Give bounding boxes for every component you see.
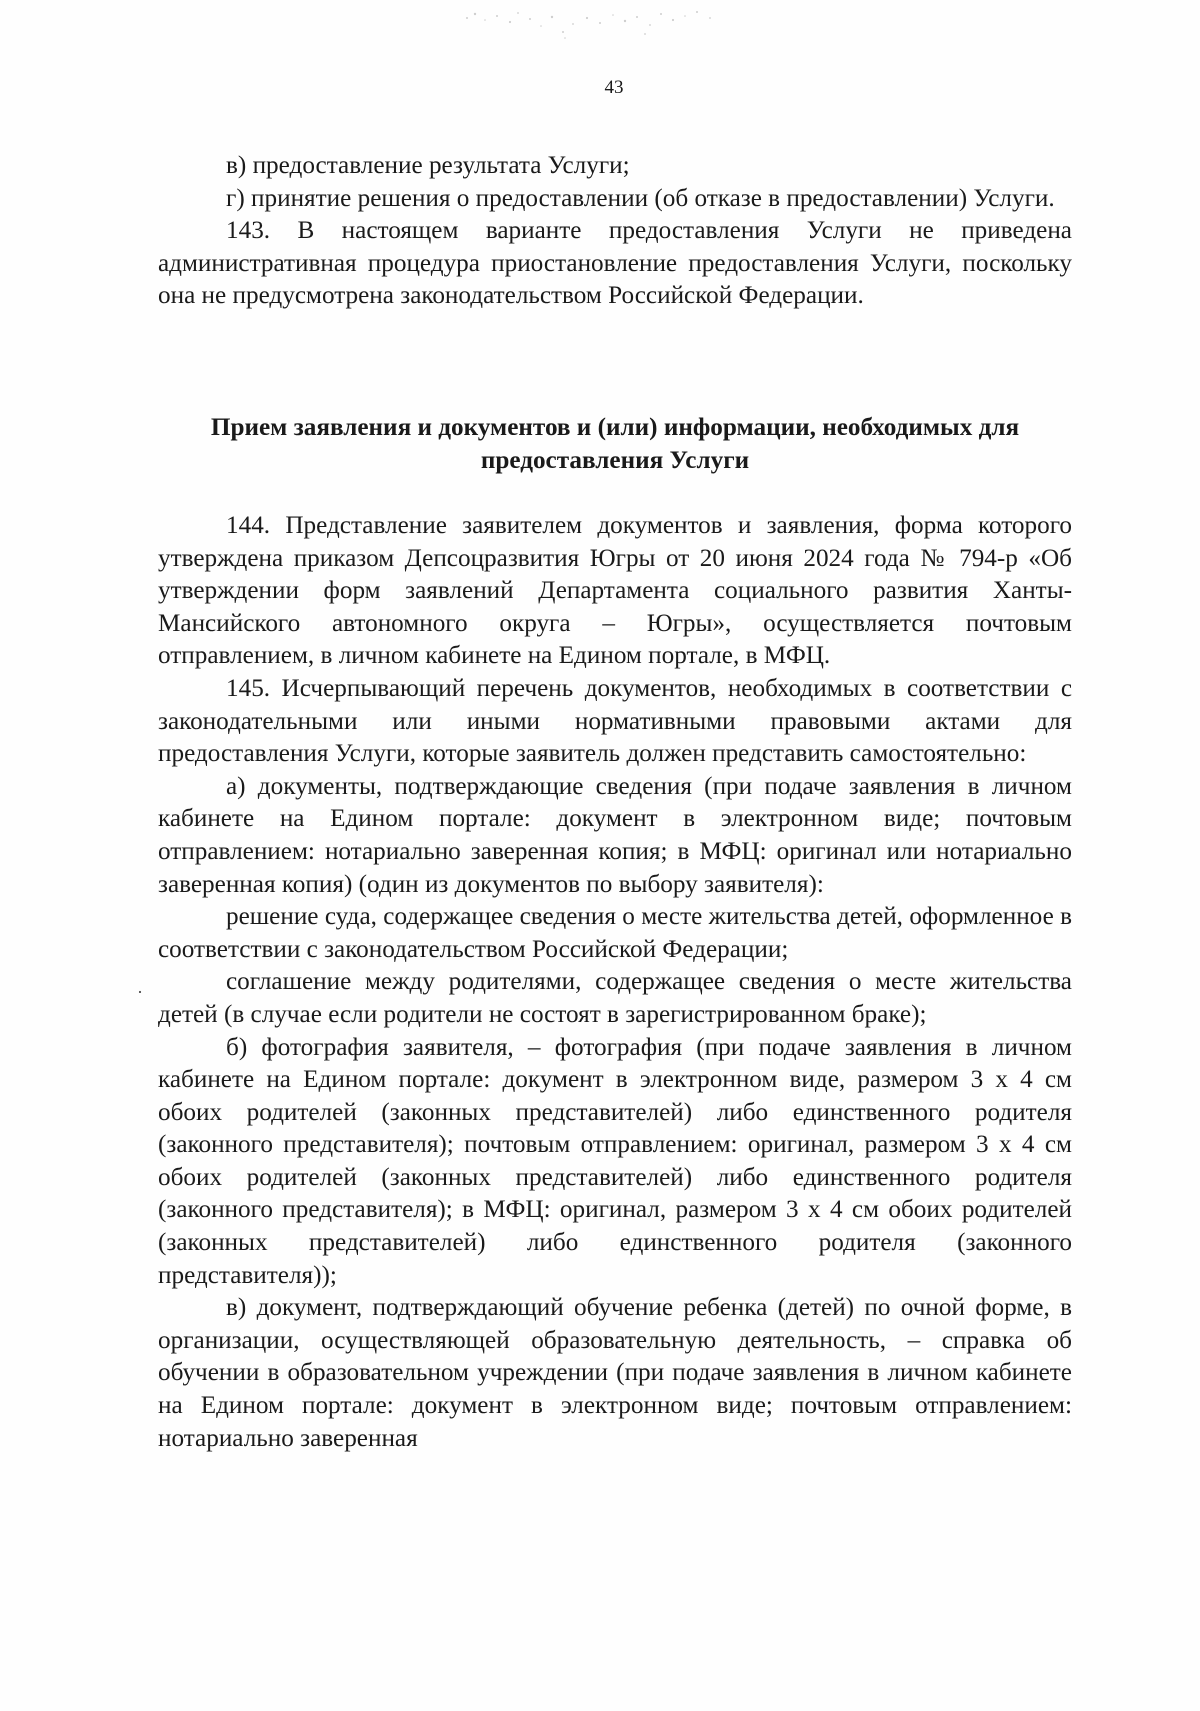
section-heading: Прием заявления и документов и (или) информации, необходимых для предоставления Услуги <box>210 414 1020 474</box>
paragraph-145: 145. Исчерпывающий перечень документов, необходимых в соответствии с законодательными или иными нормативными правовыми актами для предоставления Услуги, которые заявитель должен представить самостоятельно: <box>158 674 1072 768</box>
paragraph-court-decision: решение суда, содержащее сведения о месте жительства детей, оформленное в соответствии с законодательством Российской Федерации; <box>158 903 1072 963</box>
paragraph-143: 143. В настоящем варианте предоставления Услуги не приведена административная процедура приостановление предоставления Услуги, поскольку она не предусмотрена законодательством Российской Федерации. <box>158 217 1072 310</box>
paragraph: г) принятие решения о предоставлении (об отказе в предоставлении) Услуги. <box>226 184 1055 212</box>
paragraph: в) предоставление результата Услуги; <box>226 152 630 179</box>
paragraph-parents-agreement: соглашение между родителями, содержащее сведения о месте жительства детей (в случае если родители не состоят в зарегистрированном браке); <box>158 968 1072 1028</box>
paragraph-item-v: в) документ, подтверждающий обучение ребенка (детей) по очной форме, в организации, осуществляющей образовательную деятельность, – справка об обучении в образовательном учреждении (при подаче заявления в личном кабинете на Едином портале: документ в электронном виде; почтовым отправлением: нотариально заверенная <box>158 1294 1072 1452</box>
paragraph-item-a: а) документы, подтверждающие сведения (при подаче заявления в личном кабинете на Едином портале: документ в электронном виде; почтовым отправлением: нотариально заверенная копия; в МФЦ: оригинал или нотариально заверенная копия) (один из документов по выбору заявителя): <box>158 772 1072 898</box>
main-text-block <box>158 510 1072 1455</box>
paragraph-144: 144. Представление заявителем документов и заявления, форма которого утверждена приказом Депсоцразвития Югры от 20 июня 2024 года № 794-р «Об утверждении форм заявлений Департамента социального развития Ханты-Мансийского автономного округа – Югры», осуществляется почтовым отправлением, в личном кабинете на Едином портале, в МФЦ. <box>158 512 1072 670</box>
page-number: 43 <box>604 77 624 98</box>
paragraph-item-b: б) фотография заявителя, – фотография (при подаче заявления в личном кабинете на Едином портале: документ в электронном виде, размером 3 х 4 см обоих родителей (законных представителей) либо единственного родителя (законного представителя); почтовым отправлением: оригинал, размером 3 х 4 см обоих родителей (законных представителей) либо единственного родителя (законного представителя); в МФЦ: оригинал, размером 3 х 4 см обоих родителей (законных представителей) либо единственного родителя (законного представителя)); <box>158 1033 1072 1289</box>
top-text-block <box>158 150 1072 313</box>
scan-artifact <box>455 4 735 44</box>
margin-mark: · <box>137 982 143 1002</box>
